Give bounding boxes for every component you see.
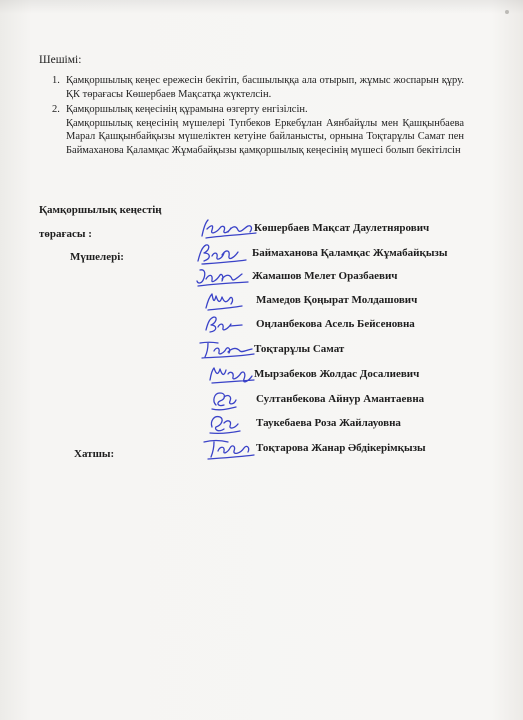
member-name: Баймаханова Қаламқас Жұмабайқызы [252,247,448,259]
chair-label: төрағасы : [39,228,92,240]
member-name: Тоқтарұлы Самат [254,343,345,355]
chair-name: Көшербаев Мақсат Даулетнярович [254,222,430,234]
council-section-title: Қамқоршылық кеңестің [39,204,162,216]
secretary-label: Хатшы: [74,448,115,460]
handwritten-signature-icon [196,337,260,363]
member-name: Мырзабеков Жолдас Досалиевич [254,368,420,380]
decision-heading: Шешімі: [39,54,82,66]
handwritten-signature-icon [200,312,264,338]
members-label: Мүшелері: [70,251,124,263]
decision-item-number: 1. [52,75,60,86]
member-name: Мамедов Қоңырат Молдашович [256,294,418,306]
handwritten-signature-icon [192,264,256,290]
decision-item-text-continued: Қамқоршылық кеңесінің мүшелері Тупбеков Еркебұлан Аянбайұлы мен Қашқынбаева Марал Қашқынбайқызы мүшеліктен кетуіне байланысты, орнына Тоқтарұлы Самат пен Баймаханова Қаламқас Жұмабайқызы қамқоршылық кеңесінің мүшесі болып бекітілсін [66,117,464,156]
scan-speck [505,10,509,14]
secretary-name: Тоқтарова Жанар Әбдікерімқызы [256,442,426,454]
decision-item-text: Қамқоршылық кеңесінің құрамына өзгерту енгізілсін. [66,104,308,115]
handwritten-signature-icon [200,436,264,462]
decision-item-1 [52,74,464,101]
member-name: Таукебаева Роза Жайлауовна [256,417,401,429]
decision-item-text: Қамқоршылық кеңес ережесін бекітіп, басшылыққа ала отырып, жұмыс жоспарын құру. ҚК төрағасы Көшербаев Мақсатқа жүктелсін. [66,75,464,100]
member-name: Султанбекова Айнур Амантаевна [256,393,425,405]
member-name: Оңланбекова Асель Бейсеновна [256,318,415,330]
member-name: Жамашов Мелет Оразбаевич [252,270,398,282]
decision-item-2 [52,103,464,157]
decision-list [52,74,464,159]
handwritten-signature-icon [200,288,264,314]
handwritten-signature-icon [198,216,262,242]
scan-shadow [0,0,523,14]
decision-item-number: 2. [52,104,60,115]
